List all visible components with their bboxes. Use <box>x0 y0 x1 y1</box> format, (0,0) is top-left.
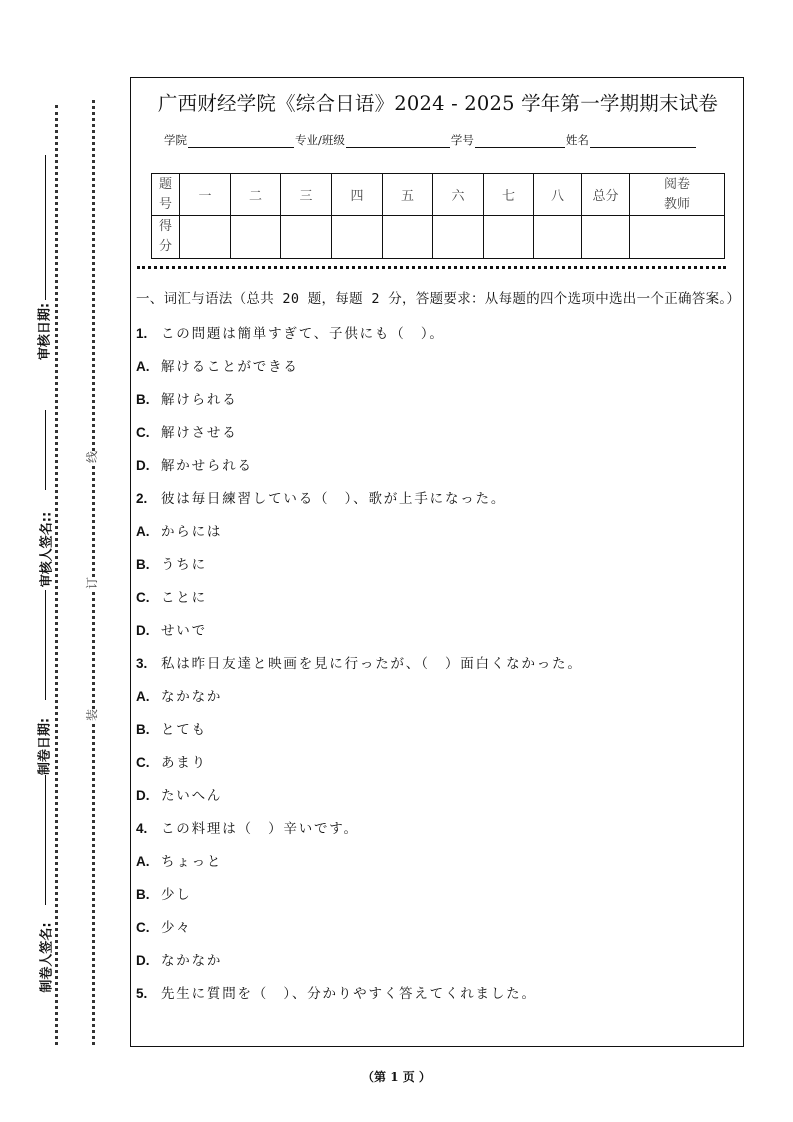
question-number: 4. <box>136 821 148 836</box>
option-label: D. <box>136 788 150 803</box>
option[interactable] <box>136 713 736 746</box>
option[interactable] <box>136 383 736 416</box>
student-id-label: 学号 <box>450 133 474 147</box>
option-label: C. <box>136 425 150 440</box>
option-label: C. <box>136 755 150 770</box>
dotted-separator <box>137 266 726 269</box>
college-label: 学院 <box>164 133 187 147</box>
option-label: A. <box>136 524 150 539</box>
option[interactable] <box>136 911 736 944</box>
question-text: 彼は毎日練習している（ ）、歌が上手になった。 <box>161 491 507 507</box>
score-table <box>151 173 725 259</box>
question-number-row <box>152 174 725 216</box>
score-cell[interactable] <box>180 216 231 259</box>
option-text: とても <box>161 722 207 738</box>
col-header: 四 <box>332 174 383 216</box>
question-text: この問題は簡単すぎて、子供にも（ ）。 <box>161 326 445 342</box>
outer-dotted-line <box>55 105 58 1045</box>
option[interactable] <box>136 845 736 878</box>
cut-mark-bind: 订 <box>85 576 100 590</box>
exam-content <box>136 288 741 1010</box>
option-text: からには <box>161 524 223 540</box>
option-text: 少々 <box>161 920 192 936</box>
option-label: B. <box>136 392 150 407</box>
score-cell[interactable] <box>433 216 484 259</box>
exam-page-frame <box>130 77 744 1047</box>
option[interactable] <box>136 746 736 779</box>
option-text: 少し <box>161 887 192 903</box>
option[interactable] <box>136 548 736 581</box>
option-label: B. <box>136 557 150 572</box>
option-text: 解かせられる <box>161 458 253 474</box>
score-cell[interactable] <box>281 216 332 259</box>
col-header: 六 <box>433 174 484 216</box>
col-header: 五 <box>383 174 433 216</box>
option-text: たいへん <box>161 788 223 804</box>
major-class-label: 专业/班级 <box>295 133 345 147</box>
college-field[interactable] <box>188 135 294 148</box>
col-header-grader: 阅卷教师 <box>630 174 725 216</box>
question-number: 5. <box>136 986 148 1001</box>
question-number: 2. <box>136 491 148 506</box>
total-score-cell[interactable] <box>582 216 630 259</box>
question-3 <box>136 647 736 680</box>
reviewer-signature-line <box>45 410 46 490</box>
prep-date-line <box>45 775 46 905</box>
prep-date-label: 制卷日期: <box>37 717 53 776</box>
preparer-signature-label: 制卷人签名: <box>39 922 55 993</box>
student-id-field[interactable] <box>475 135 565 148</box>
section-heading: 一、词汇与语法（总共 20 题，每题 2 分，答题要求：从每题的四个选项中选出一个正确答案。） <box>136 291 741 307</box>
option[interactable] <box>136 416 736 449</box>
question-number: 3. <box>136 656 148 671</box>
question-text: 先生に質問を（ ）、分かりやすく答えてくれました。 <box>161 986 537 1002</box>
option-label: D. <box>136 623 150 638</box>
option-text: うちに <box>161 557 207 573</box>
col-header-total: 总分 <box>582 174 630 216</box>
name-field[interactable] <box>590 135 696 148</box>
col-header: 二 <box>231 174 281 216</box>
question-number-header: 题号 <box>152 174 180 216</box>
option-label: B. <box>136 722 150 737</box>
option-text: 解けさせる <box>161 425 238 441</box>
score-cell[interactable] <box>534 216 582 259</box>
student-info-row <box>164 132 697 148</box>
option[interactable] <box>136 680 736 713</box>
option-label: B. <box>136 887 150 902</box>
major-class-field[interactable] <box>346 135 450 148</box>
question-5 <box>136 977 736 1010</box>
inner-dotted-line <box>92 100 95 1045</box>
reviewer-signature-line-2 <box>45 590 46 700</box>
option[interactable] <box>136 878 736 911</box>
option-label: C. <box>136 590 150 605</box>
option-label: A. <box>136 854 150 869</box>
option-text: 解けることができる <box>161 359 299 375</box>
reviewer-signature-label: 审核人签名:: <box>39 511 55 588</box>
col-header: 三 <box>281 174 332 216</box>
score-cell[interactable] <box>332 216 383 259</box>
cut-mark-line: 线 <box>85 450 100 464</box>
exam-title: 广西财经学院《综合日语》2024 - 2025 学年第一学期期末试卷 <box>157 92 719 115</box>
score-row <box>152 216 725 259</box>
question-text: 私は昨日友達と映画を見に行ったが、（ ）面白くなかった。 <box>161 656 583 672</box>
col-header: 八 <box>534 174 582 216</box>
question-2 <box>136 482 736 515</box>
question-number: 1. <box>136 326 148 341</box>
option-text: なかなか <box>161 689 223 705</box>
name-label: 姓名 <box>565 133 589 147</box>
option-text: ことに <box>161 590 207 606</box>
review-date-line <box>45 155 46 300</box>
option[interactable] <box>136 350 736 383</box>
question-text: この料理は（ ）辛いです。 <box>161 821 359 837</box>
option[interactable] <box>136 449 736 482</box>
grader-cell[interactable] <box>630 216 725 259</box>
review-date-label: 审核日期: <box>37 302 53 361</box>
score-cell[interactable] <box>231 216 281 259</box>
option[interactable] <box>136 614 736 647</box>
option-label: D. <box>136 953 150 968</box>
option-label: A. <box>136 689 150 704</box>
question-4 <box>136 812 736 845</box>
option[interactable] <box>136 515 736 548</box>
cut-mark-mount: 装 <box>85 708 100 722</box>
option-text: あまり <box>161 755 207 771</box>
col-header: 一 <box>180 174 231 216</box>
option-label: C. <box>136 920 150 935</box>
option-text: 解けられる <box>161 392 238 408</box>
option-text: せいで <box>161 623 207 639</box>
col-header: 七 <box>484 174 534 216</box>
page-number: （第 1 页 ） <box>362 1070 431 1084</box>
option[interactable] <box>136 581 736 614</box>
score-header: 得分 <box>152 216 180 259</box>
option-label: A. <box>136 359 150 374</box>
score-cell[interactable] <box>484 216 534 259</box>
option-text: なかなか <box>161 953 223 969</box>
option-text: ちょっと <box>161 854 223 870</box>
option[interactable] <box>136 944 736 977</box>
question-1 <box>136 317 736 350</box>
option[interactable] <box>136 779 736 812</box>
score-cell[interactable] <box>383 216 433 259</box>
option-label: D. <box>136 458 150 473</box>
